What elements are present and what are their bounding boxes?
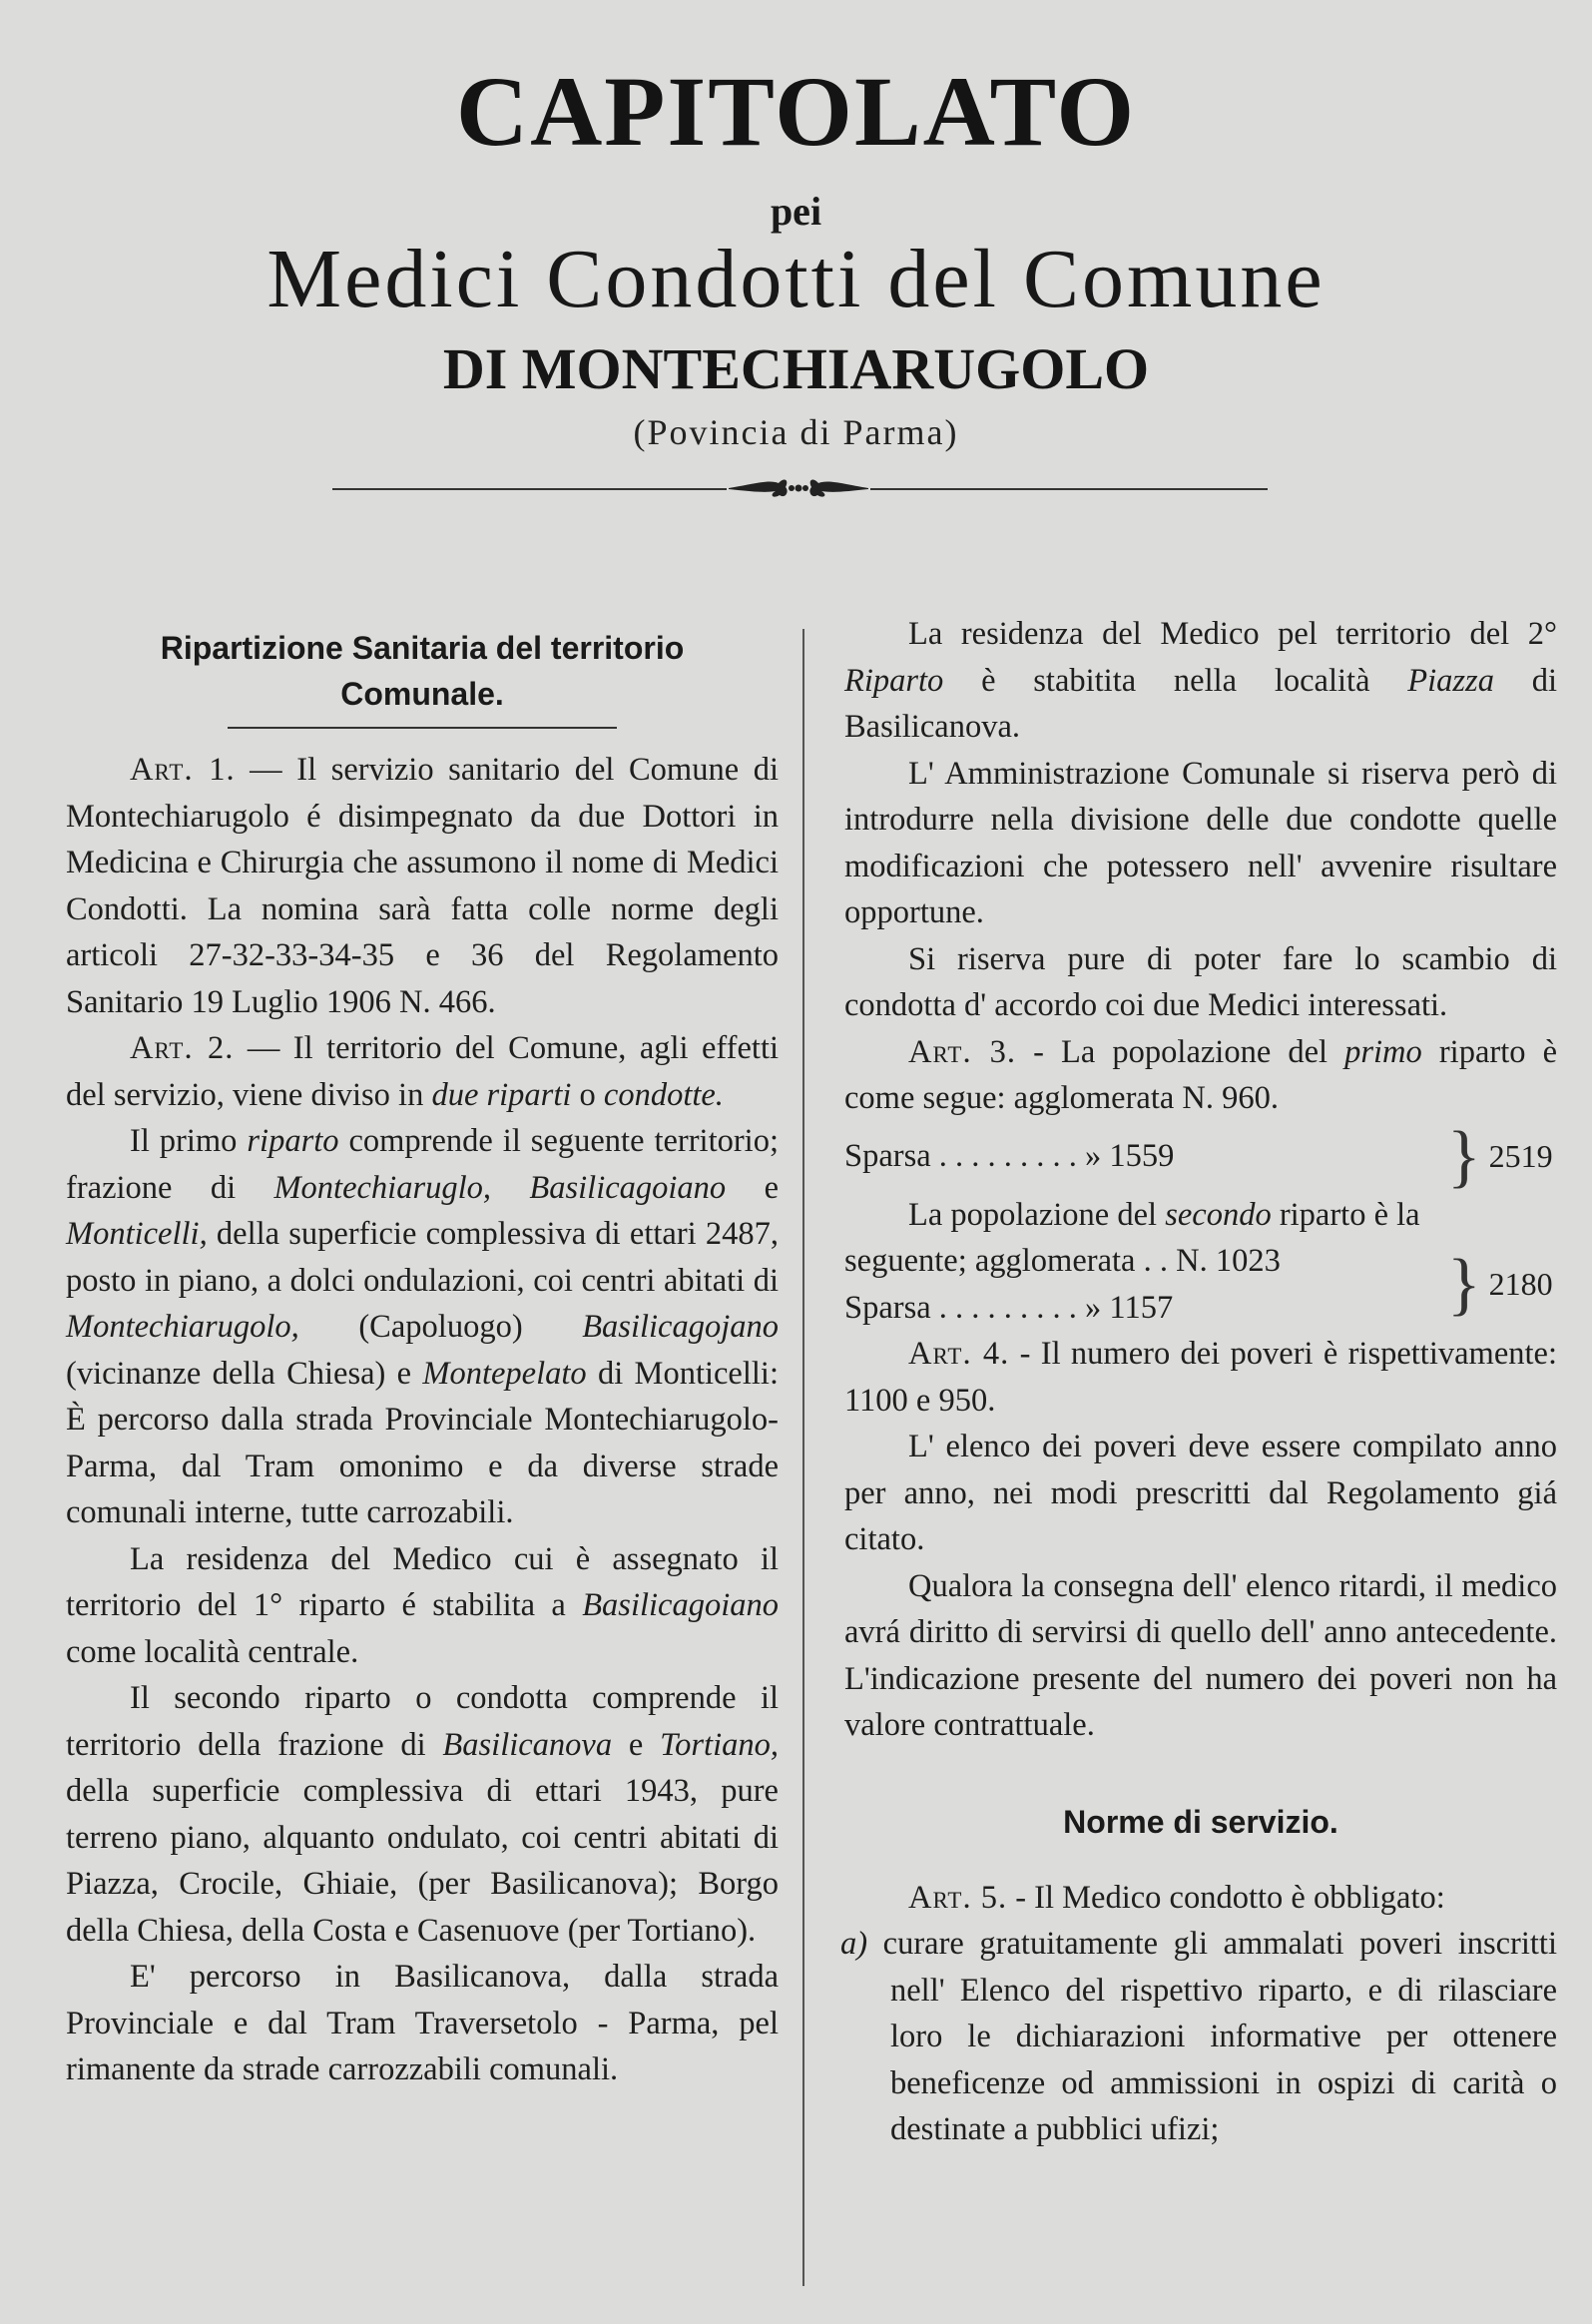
fleuron-ornament-icon: [724, 469, 873, 509]
text-span: (Capoluogo): [298, 1309, 583, 1345]
article-4: [844, 1331, 1557, 1424]
population-1-block: [844, 1117, 1557, 1195]
spacer: [844, 1749, 1557, 1799]
article-3-label: Art. 3.: [908, 1033, 1017, 1070]
italic-span: riparto: [247, 1123, 339, 1159]
article-1-label: Art. 1.: [130, 752, 236, 788]
italic-span: Basilicagojano: [582, 1309, 779, 1345]
text-span: e: [612, 1726, 661, 1763]
population-2-total: 2180: [1488, 1266, 1553, 1303]
article-5-item-a: [840, 1921, 1557, 2153]
text-span: riparto è come segue: agglomerata N. 960.: [844, 1033, 1557, 1116]
article-5: [844, 1875, 1557, 1922]
spacer: [844, 1845, 1557, 1875]
paragraph-percorso: E' percorso in Basilicanova, dalla strada Provinciale e dal Tram Traversetolo - Parma, pel rimanente da strade carrozzabili comunali.: [66, 1959, 779, 2087]
article-2-text-c: o: [571, 1076, 604, 1113]
province-name: (Povincia di Parma): [633, 412, 959, 452]
population-2-total-group: [1447, 1245, 1557, 1323]
italic-span: Riparto: [844, 662, 944, 699]
paragraph-primo-riparto: [66, 1118, 779, 1536]
document-subtitle: Medici Condotti del Comune: [266, 233, 1326, 325]
text-span: La residenza del Medico cui è assegnato il territorio del 1° riparto é stabilita a: [66, 1540, 779, 1623]
article-1: [66, 747, 779, 1025]
paragraph-scambio: Si riserva pure di poter fare lo scambio di condotta d' accordo coi due Medici interessati.: [844, 940, 1557, 1023]
italic-span: Basilicanova: [442, 1726, 613, 1763]
italic-span: Montechiarugolo,: [66, 1309, 299, 1345]
article-5-text: - Il Medico condotto è obbligato:: [1007, 1879, 1445, 1916]
article-1-text: — Il servizio sanitario del Comune di Montechiarugolo é disimpegnato da due Dottori in Medicina e Chirurgia che assumono il nome di Medici Condotti. La nomina sarà fatta colle norme degli articoli 27-32-33-34-35 e 36 del Regolamento Sanitario 19 Luglio 1906 N. 466.: [66, 752, 779, 1020]
ornament-rule-right: [870, 488, 1268, 490]
population-2-sparsa: Sparsa . . . . . . . . . » 1157: [844, 1289, 1174, 1326]
population-2-agglomerata: seguente; agglomerata . . N. 1023: [844, 1243, 1281, 1279]
article-2-label: Art. 2.: [130, 1030, 235, 1066]
section-title-line-1: Ripartizione Sanitaria del territorio: [160, 630, 685, 666]
article-5-label: Art. 5.: [908, 1879, 1008, 1916]
item-a-text: curare gratuitamente gli ammalati poveri inscritti nell' Elenco del rispettivo riparto, e di rilasciare loro le dichiarazioni informative per ottenere beneficenze od ammissioni in ospizi di carità o destinate a pubblici ufizi;: [867, 1926, 1557, 2147]
italic-span: primo: [1344, 1033, 1422, 1070]
item-a-label: a): [840, 1926, 868, 1962]
ornament-rule-left: [332, 488, 727, 490]
text-span: di Basilicanova.: [844, 662, 1557, 745]
text-span: La popolazione del: [908, 1196, 1166, 1233]
text-span: - La popolazione del: [1016, 1033, 1345, 1070]
right-column: [840, 611, 1557, 2153]
paragraph-amministrazione: L' Amministrazione Comunale si riserva però di introdurre nella divisione delle due condotte quelle modificazioni che potessero nell' avvenire risultare opportune.: [844, 755, 1557, 930]
population-1-total-group: [1447, 1117, 1557, 1195]
italic-span: Montepelato: [422, 1355, 587, 1392]
article-3: [844, 1029, 1557, 1122]
text-span: della superficie complessiva di ettari 2487, posto in piano, a dolci ondulazioni, coi centri abitati di: [66, 1216, 779, 1299]
italic-span: Piazza: [1407, 662, 1494, 699]
paragraph-residenza-1: [66, 1536, 779, 1676]
text-span: di Monticelli: È percorso dalla strada Provinciale Montechiarugolo-Parma, dal Tram omonimo e da diverse strade comunali interne, tutte carrozabili.: [66, 1355, 779, 1530]
population-2-intro: [844, 1192, 1557, 1239]
paragraph-consegna: Qualora la consegna dell' elenco ritardi, il medico avrá diritto di servirsi di quello dell' anno antecedente. L'indicazione presente del numero dei poveri non ha valore contrattuale.: [844, 1567, 1557, 1743]
text-span: riparto è la: [1271, 1196, 1420, 1233]
brace-icon: }: [1447, 1245, 1481, 1323]
paragraph-residenza-2: [844, 611, 1557, 751]
section-title-ripartizione: [66, 625, 779, 717]
brace-icon: }: [1447, 1117, 1481, 1195]
text-span: (vicinanze della Chiesa) e: [66, 1355, 423, 1392]
title-connector: pei: [770, 189, 822, 234]
text-span: come località centrale.: [66, 1633, 359, 1670]
section-title-line-2: Comunale.: [340, 676, 504, 712]
document-title: CAPITOLATO: [455, 56, 1137, 167]
paragraph-elenco: L' elenco dei poveri deve essere compilato anno per anno, nei modi prescritti dal Regolamento giá citato.: [844, 1429, 1557, 1557]
article-2-italic-d: condotte.: [603, 1076, 724, 1113]
article-2-italic: due riparti: [431, 1076, 572, 1113]
italic-span: Montechiaruglo, Basilicagoiano: [273, 1169, 727, 1206]
article-2: [66, 1025, 779, 1118]
population-2-block: [844, 1238, 1557, 1331]
italic-span: secondo: [1165, 1196, 1272, 1233]
population-1-sparsa: Sparsa . . . . . . . . . » 1559: [844, 1138, 1175, 1175]
section-title-norme: Norme di servizio.: [1063, 1803, 1338, 1840]
article-4-label: Art. 4.: [908, 1336, 1010, 1372]
article-4-text: - Il numero dei poveri è rispettivamente: 1100 e 950.: [844, 1336, 1557, 1419]
municipality-name: DI MONTECHIARUGOLO: [442, 336, 1150, 401]
italic-span: Tortiano,: [660, 1726, 779, 1763]
population-1-total: 2519: [1488, 1138, 1553, 1175]
italic-span: Monticelli,: [66, 1216, 208, 1252]
text-span: e: [726, 1169, 779, 1206]
column-divider: [802, 629, 804, 2286]
text-span: Il secondo riparto o condotta comprende il territorio della frazione di: [66, 1680, 779, 1763]
text-span: comprende il seguente territorio; frazione di: [66, 1123, 779, 1206]
text-span: Il primo: [130, 1123, 248, 1159]
text-span: è stabitita nella località: [943, 662, 1408, 699]
italic-span: Basilicagoiano: [582, 1587, 779, 1623]
text-span: La residenza del Medico pel territorio del 2°: [908, 616, 1557, 652]
paragraph-secondo-riparto: [66, 1675, 779, 1954]
left-column: [66, 625, 779, 2093]
section-rule: [228, 727, 617, 729]
article-2-text: — Il territorio del Comune, agli effetti del servizio, viene diviso in: [66, 1030, 779, 1113]
text-span: della superficie complessiva di ettari 1943, pure terreno piano, alquanto ondulato, coi centri abitati di Piazza, Crocile, Ghiaie, (per Basilicanova); Borgo della Chiesa, della Costa e Casenuove (per Tortiano).: [66, 1773, 779, 1949]
